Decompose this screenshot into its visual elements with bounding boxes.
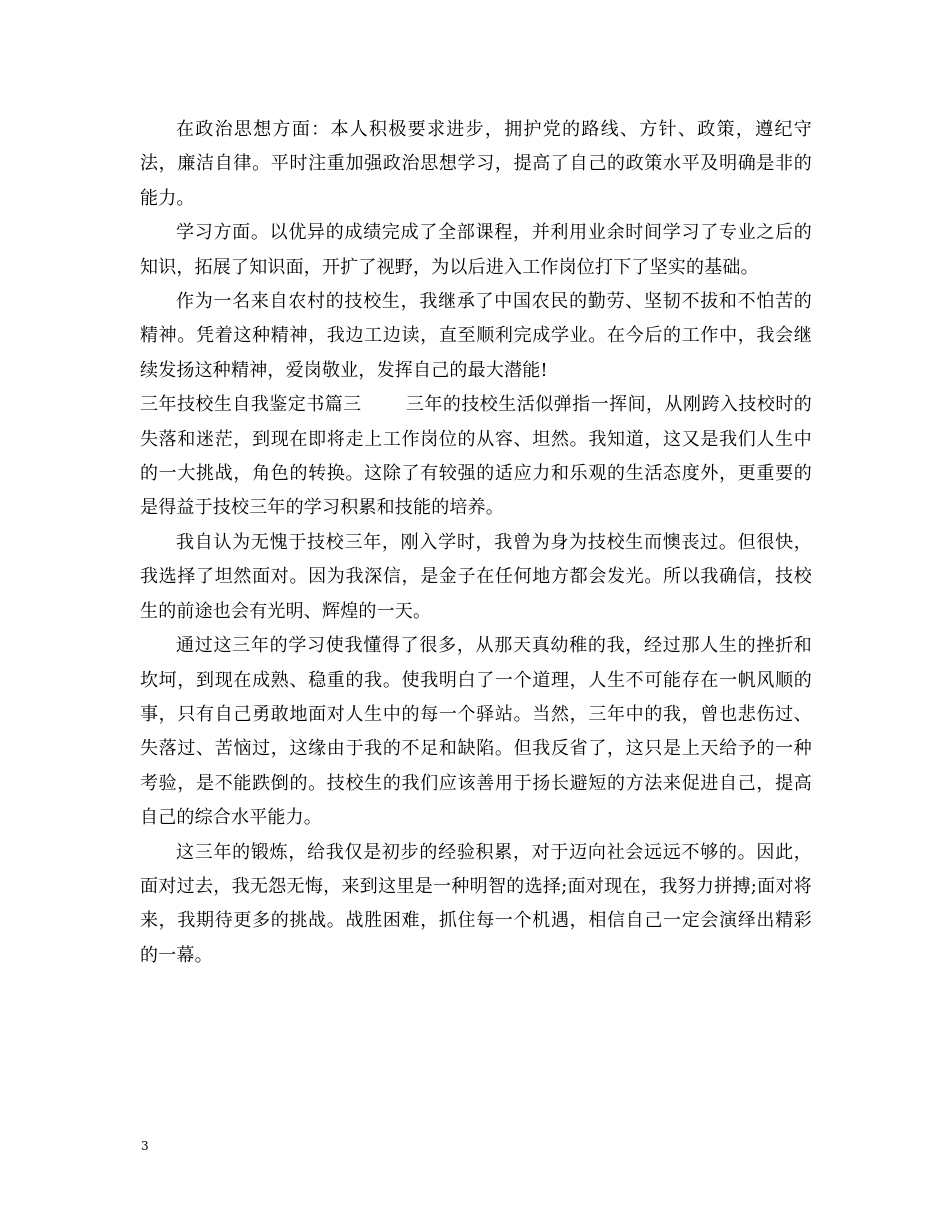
page-number: 3 bbox=[141, 1139, 149, 1153]
paragraph-no-regret: 我自认为无愧于技校三年，刚入学时，我曾为身为技校生而懊丧过。但很快，我选择了坦然面对。因为我深信，是金子在任何地方都会发光。所以我确信，技校生的前途也会有光明、辉煌的一天。 bbox=[140, 531, 812, 622]
section-three-paragraph bbox=[140, 388, 812, 526]
document-body bbox=[140, 113, 812, 973]
paragraph-rural-background: 作为一名来自农村的技校生，我继承了中国农民的勤劳、坚韧不拔和不怕苦的精神。凭着这种精神，我边工边读，直至顺利完成学业。在今后的工作中，我会继续发扬这种精神，爱岗敬业，发挥自己的最大潜能! bbox=[140, 291, 812, 381]
section-first-paragraph-text: 三年的技校生活似弹指一挥间，从刚跨入技校时的失落和迷茫，到现在即将走上工作岗位的从容、坦然。我知道，这又是我们人生中的一大挑战，角色的转换。这除了有较强的适应力和乐观的生活态度外，更重要的是得益于技校三年的学习积累和技能的培养。 bbox=[140, 394, 812, 519]
paragraph-study: 学习方面。以优异的成绩完成了全部课程，并利用业余时间学习了专业之后的知识，拓展了知识面，开扩了视野，为以后进入工作岗位打下了坚实的基础。 bbox=[140, 222, 812, 278]
paragraph-conclusion: 这三年的锻炼，给我仅是初步的经验积累，对于迈向社会远远不够的。因此，面对过去，我无怨无悔，来到这里是一种明智的选择;面对现在，我努力拼搏;面对将来，我期待更多的挑战。战胜困难，抓住每一个机遇，相信自己一定会演绎出精彩的一幕。 bbox=[140, 841, 812, 966]
paragraph-political-thought: 在政治思想方面：本人积极要求进步，拥护党的路线、方针、政策，遵纪守法，廉洁自律。平时注重加强政治思想学习，提高了自己的政策水平及明确是非的能力。 bbox=[140, 119, 812, 209]
section-title: 三年技校生自我鉴定书篇三 bbox=[140, 394, 362, 416]
paragraph-growth: 通过这三年的学习使我懂得了很多，从那天真幼稚的我，经过那人生的挫折和坎坷，到现在成熟、稳重的我。使我明白了一个道理，人生不可能存在一帆风顺的事，只有自己勇敢地面对人生中的每一个驿站。当然，三年中的我，曾也悲伤过、失落过、苦恼过，这缘由于我的不足和缺陷。但我反省了，这只是上天给予的一种考验，是不能跌倒的。技校生的我们应该善用于扬长避短的方法来促进自己，提高自己的综合水平能力。 bbox=[140, 635, 812, 829]
